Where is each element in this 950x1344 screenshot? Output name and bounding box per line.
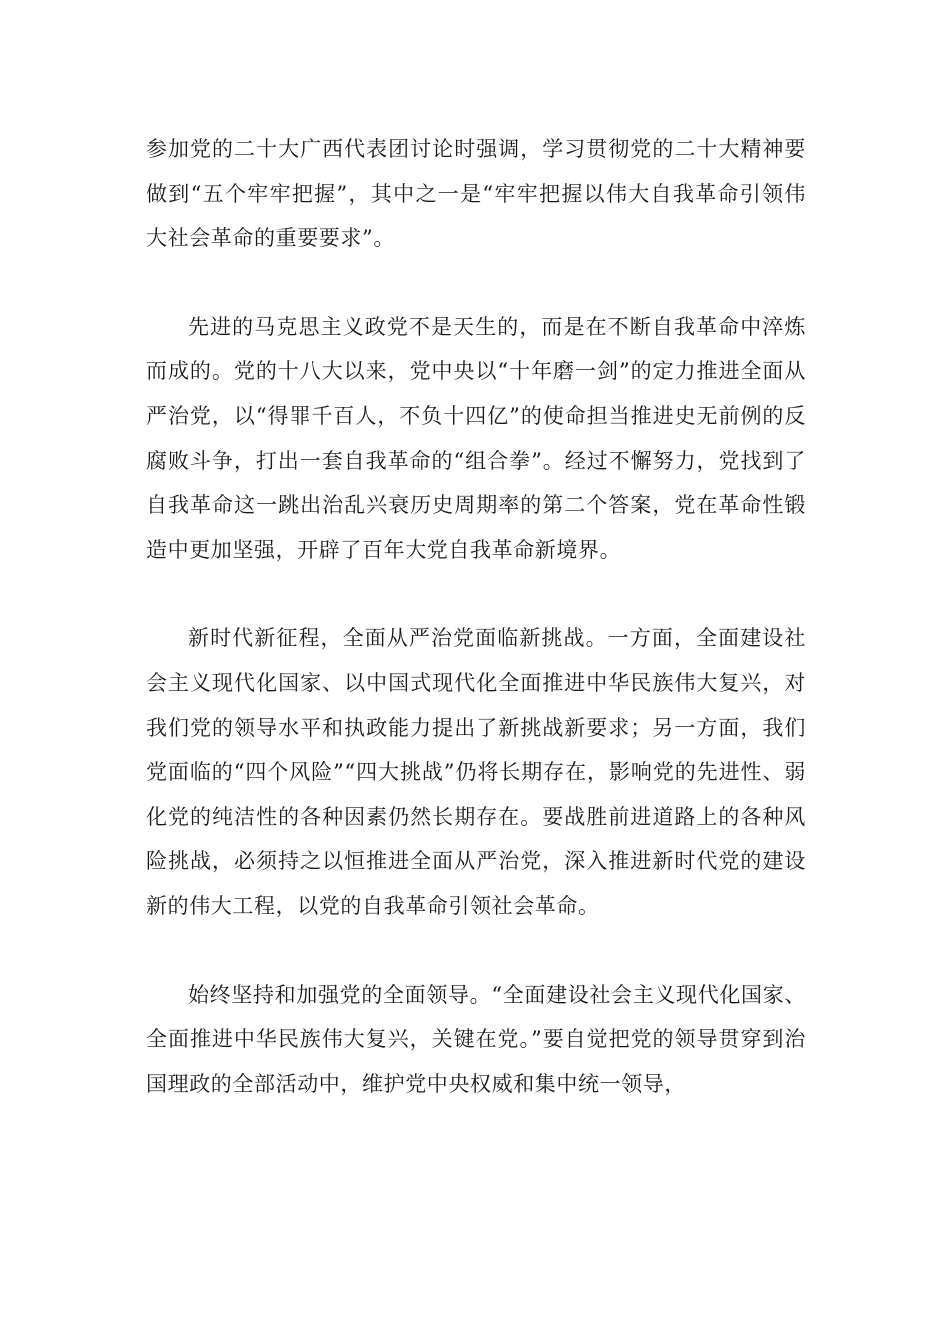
document-body (146, 127, 806, 1106)
paragraph-4: 始终坚持和加强党的全面领导。“全面建设社会主义现代化国家、全面推进中华民族伟大复兴，关键在党。”要自觉把党的领导贯穿到治国理政的全部活动中，维护党中央权威和集中统一领导， (146, 982, 806, 1096)
paragraph-2: 先进的马克思主义政党不是天生的，而是在不断自我革命中淬炼而成的。党的十八大以来，党中央以“十年磨一剑”的定力推进全面从严治党，以“得罪千百人，不负十四亿”的使命担当推进史无前例的反腐败斗争，打出一套自我革命的“组合拳”。经过不懈努力，党找到了自我革命这一跳出治乱兴衰历史周期率的第二个答案，党在革命性锻造中更加坚强，开辟了百年大党自我革命新境界。 (146, 314, 806, 562)
paragraph-1: 参加党的二十大广西代表团讨论时强调，学习贯彻党的二十大精神要做到“五个牢牢把握”，其中之一是“牢牢把握以伟大自我革命引领伟大社会革命的重要要求”。 (146, 137, 806, 251)
paragraph-3: 新时代新征程，全面从严治党面临新挑战。一方面，全面建设社会主义现代化国家、以中国式现代化全面推进中华民族伟大复兴，对我们党的领导水平和执政能力提出了新挑战新要求；另一方面，我们党面临的“四个风险”“四大挑战”仍将长期存在，影响党的先进性、弱化党的纯洁性的各种因素仍然长期存在。要战胜前进道路上的各种风险挑战，必须持之以恒推进全面从严治党，深入推进新时代党的建设新的伟大工程，以党的自我革命引领社会革命。 (146, 626, 806, 918)
